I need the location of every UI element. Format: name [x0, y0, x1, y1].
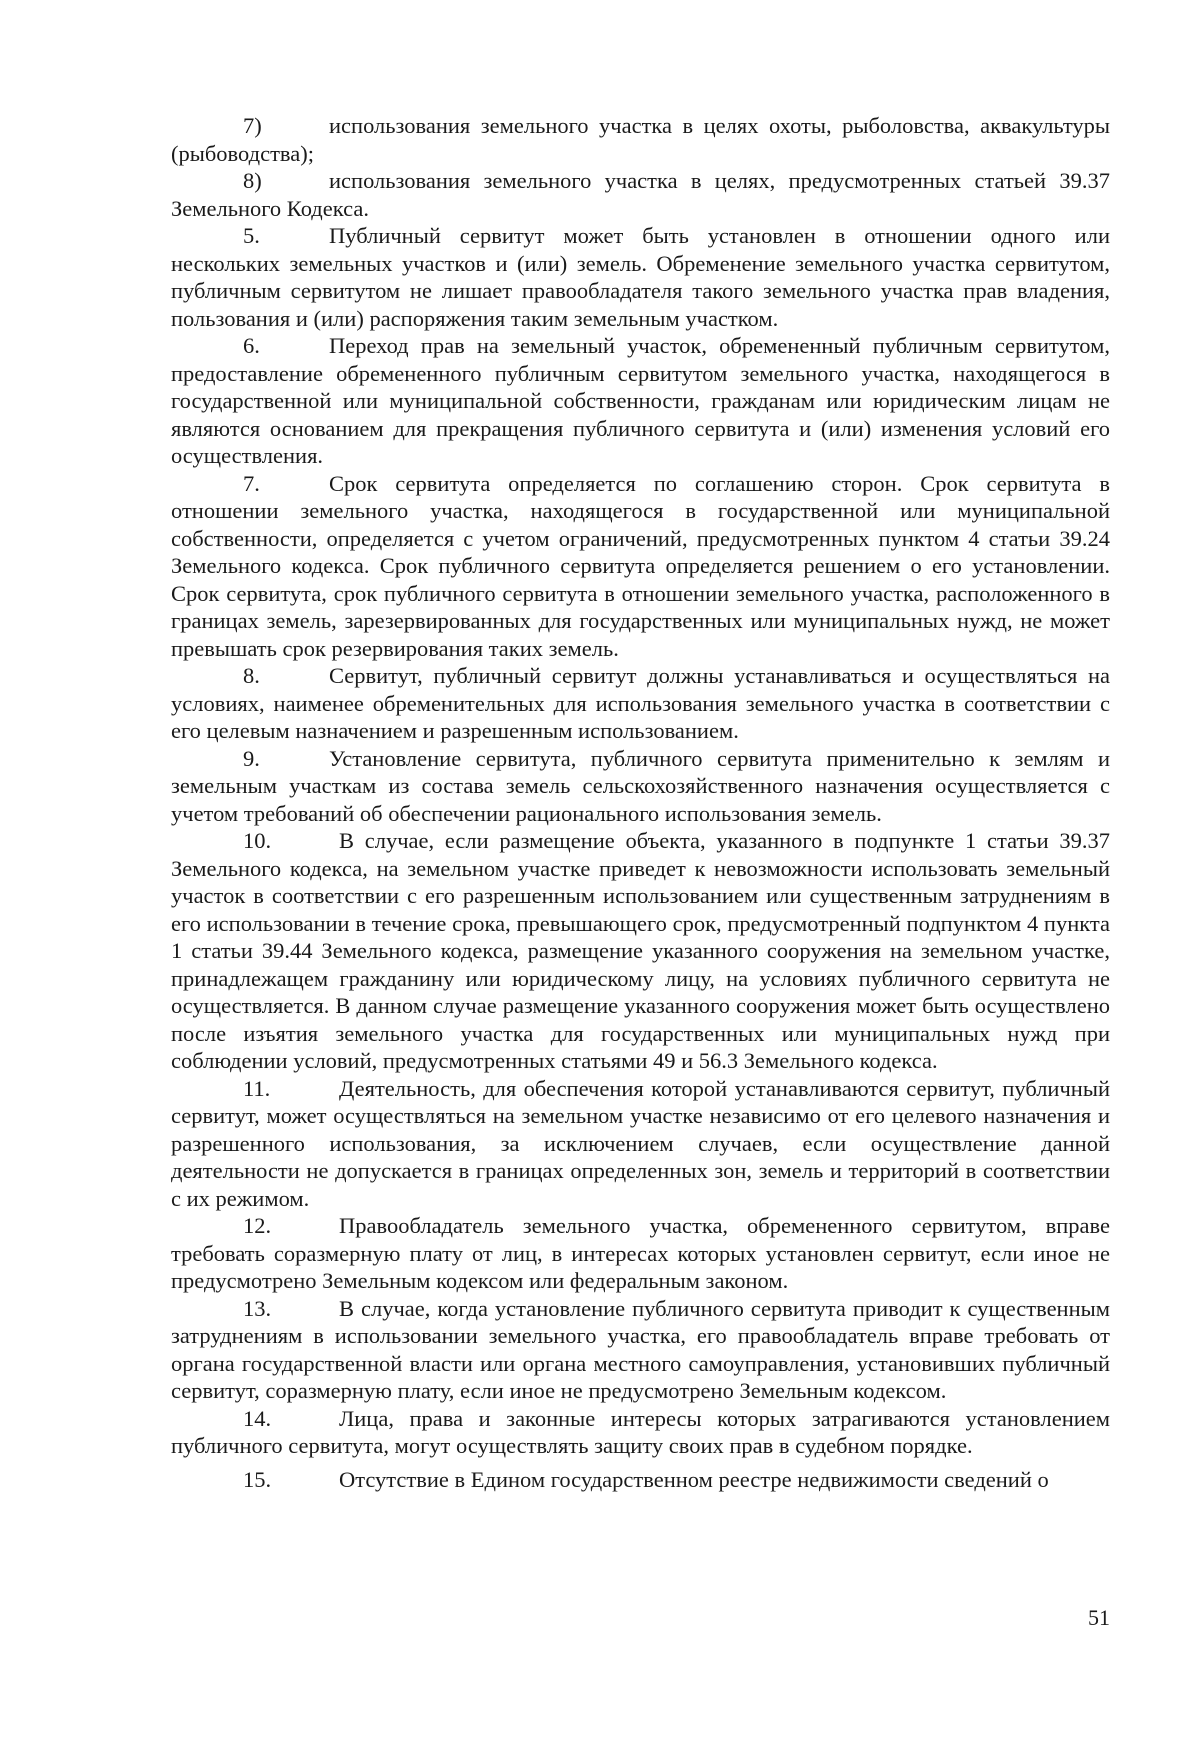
paragraph-text: использования земельного участка в целях охоты, рыболовства, аквакультуры (рыбоводства); — [171, 113, 1110, 166]
paragraph-number: 11. — [243, 1075, 271, 1101]
paragraph-number: 7) — [243, 113, 262, 138]
paragraph-7-subitem — [171, 112, 1110, 167]
paragraph-text: В случае, если размещение объекта, указанного в подпункте 1 статьи 39.37 Земельного кодекса, на земельном участке приведет к невозможности использовать земельный участок в соответствии с его разрешенным использованием или существенным затруднениям в его использовании в течение срока, превышающего срок, предусмотренный подпунктом 4 пункта 1 статьи 39.44 Земельного кодекса, размещение указанного сооружения на земельном участке, принадлежащем гражданину или юридическому лицу, на условиях публичного сервитута не осуществляется. В данном случае размещение указанного сооружения может быть осуществлено после изъятия земельного участка для государственных или муниципальных нужд при соблюдении условий, предусмотренных статьями 49 и 56.3 Земельного кодекса. — [171, 828, 1110, 1073]
document-body — [171, 112, 1110, 1493]
paragraph-number: 8) — [243, 168, 262, 193]
paragraph-text: Сервитут, публичный сервитут должны устанавливаться и осуществляться на условиях, наименее обременительных для использования земельного участка в соответствии с его целевым назначением и разрешенным использованием. — [171, 663, 1110, 743]
paragraph-text: Лица, права и законные интересы которых затрагиваются установлением публичного сервитута, могут осуществлять защиту своих прав в судебном порядке. — [171, 1405, 1110, 1458]
paragraph-number: 15. — [243, 1466, 272, 1492]
paragraph-10 — [171, 827, 1110, 1075]
paragraph-6 — [171, 332, 1110, 470]
paragraph-number: 14. — [243, 1405, 272, 1431]
paragraph-13 — [171, 1295, 1110, 1405]
paragraph-text: В случае, когда установление публичного сервитута приводит к существенным затруднениям в использовании земельного участка, его правообладатель вправе требовать от органа государственной власти или органа местного самоуправления, установивших публичный сервитут, соразмерную плату, если иное не предусмотрено Земельным кодексом. — [171, 1295, 1110, 1403]
paragraph-number: 5. — [243, 223, 260, 248]
paragraph-number: 10. — [243, 828, 272, 853]
paragraph-number: 6. — [243, 333, 260, 358]
paragraph-text: Переход прав на земельный участок, обремененный публичным сервитутом, предоставление обремененного публичным сервитутом земельного участка, находящегося в государственной или муниципальной собственности, гражданам или юридическим лицам не являются основанием для прекращения публичного сервитута и (или) изменения условий его осуществления. — [171, 333, 1110, 468]
paragraph-number: 8. — [243, 663, 260, 688]
paragraph-7 — [171, 470, 1110, 663]
paragraph-number: 12. — [243, 1213, 272, 1238]
paragraph-5 — [171, 222, 1110, 332]
paragraph-number: 9. — [243, 745, 260, 771]
paragraph-8 — [171, 662, 1110, 745]
paragraph-text: Деятельность, для обеспечения которой устанавливаются сервитут, публичный сервитут, может осуществляться на земельном участке независимо от его целевого назначения и разрешенного использования, за исключением случаев, если осуществление данной деятельности не допускается в границах определенных зон, земель и территорий в соответствии с их режимом. — [171, 1075, 1110, 1211]
paragraph-text: Установление сервитута, публичного сервитута применительно к землям и земельным участкам из состава земель сельскохозяйственного назначения осуществляется с учетом требований об обеспечении рационального использования земель. — [171, 745, 1110, 826]
paragraph-9 — [171, 745, 1110, 828]
paragraph-text: Срок сервитута определяется по соглашению сторон. Срок сервитута в отношении земельного участка, находящегося в государственной или муниципальной собственности, определяется с учетом ограничений, предусмотренных пунктом 4 статьи 39.24 Земельного кодекса. Срок публичного сервитута определяется решением о его установлении. Срок сервитута, срок публичного сервитута в отношении земельного участка, расположенного в границах земель, зарезервированных для государственных или муниципальных нужд, не может превышать срок резервирования таких земель. — [171, 470, 1110, 661]
paragraph-11 — [171, 1075, 1110, 1213]
page-number: 51 — [1088, 1605, 1110, 1630]
paragraph-text: Отсутствие в Едином государственном реестре недвижимости сведений о — [339, 1466, 1049, 1492]
paragraph-15 — [171, 1466, 1110, 1494]
paragraph-12 — [171, 1212, 1110, 1295]
paragraph-text: Правообладатель земельного участка, обремененного сервитутом, вправе требовать соразмерную плату от лиц, в интересах которых установлен сервитут, если иное не предусмотрено Земельным кодексом или федеральным законом. — [171, 1213, 1110, 1293]
paragraph-text: Публичный сервитут может быть установлен в отношении одного или нескольких земельных участков и (или) земель. Обременение земельного участка сервитутом, публичным сервитутом не лишает правообладателя такого земельного участка прав владения, пользования и (или) распоряжения таким земельным участком. — [171, 223, 1110, 331]
paragraph-8-subitem — [171, 167, 1110, 222]
paragraph-number: 13. — [243, 1295, 272, 1321]
paragraph-14 — [171, 1405, 1110, 1460]
paragraph-number: 7. — [243, 470, 260, 496]
paragraph-text: использования земельного участка в целях, предусмотренных статьей 39.37 Земельного Кодекса. — [171, 168, 1110, 221]
